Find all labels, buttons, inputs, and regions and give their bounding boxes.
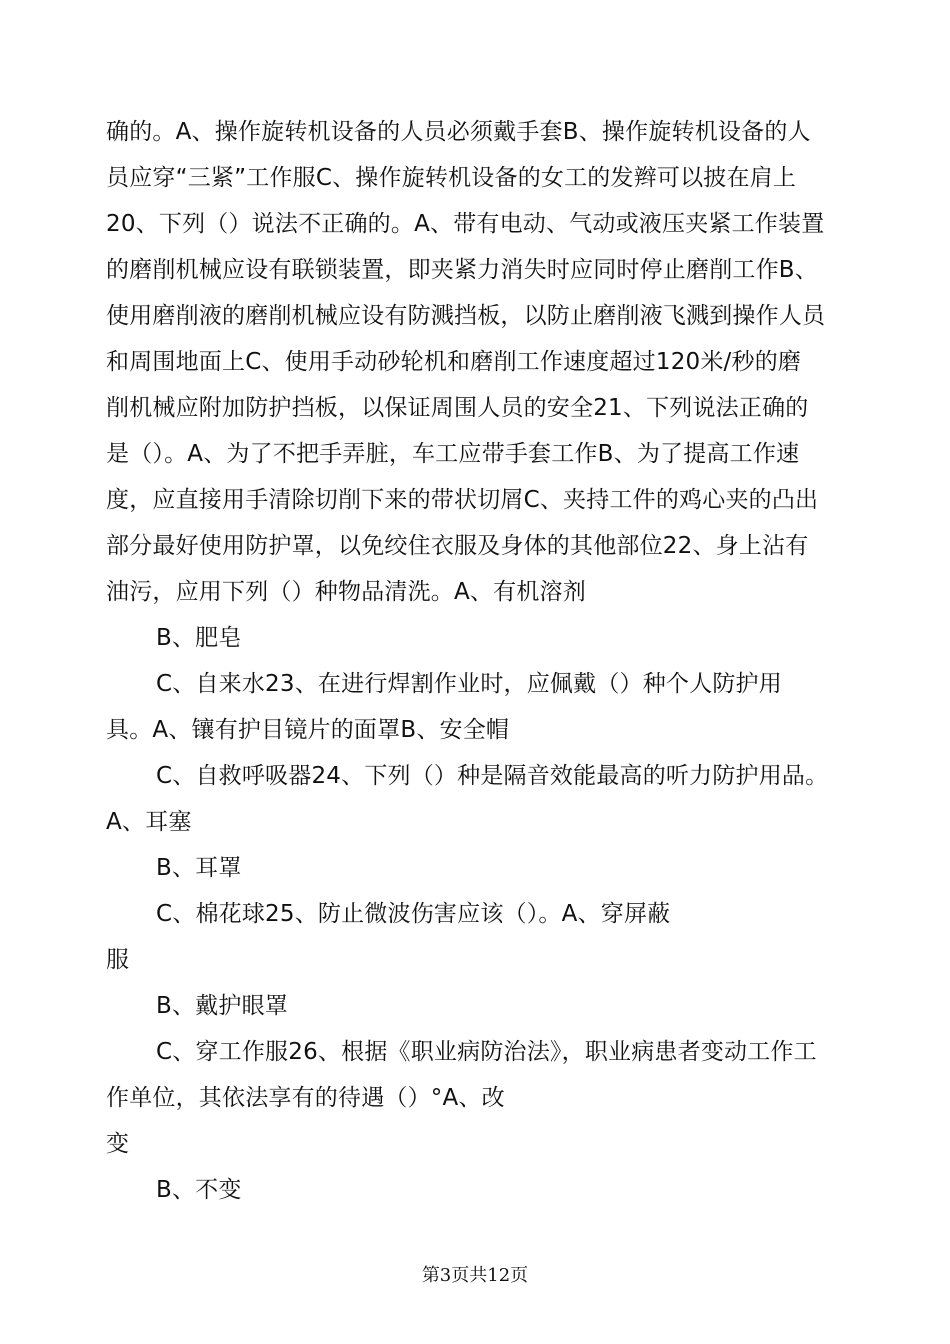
text-line: C、自来水23、在进行焊割作业时，应佩戴（）种个人防护用 [156,671,782,697]
text-line: 削机械应附加防护挡板，以保证周围人员的安全21、下列说法正确的 [106,395,809,421]
text-line: 使用磨削液的磨削机械应设有防溅挡板，以防止磨削液飞溅到操作人员 [106,303,826,329]
text-line: 油污，应用下列（）种物品清洗。A、有机溶剂 [106,579,586,605]
page-number-footer: 第3页共12页 [421,1265,529,1286]
text-line: 作单位，其依法享有的待遇（）°A、改 [106,1085,505,1111]
text-line: C、自救呼吸器24、下列（）种是隔音效能最高的听力防护用品。 [156,763,829,789]
text-line: 20、下列（）说法不正确的。A、带有电动、气动或液压夹紧工作装置 [106,211,825,237]
text-line: 具。A、镶有护目镜片的面罩B、安全帽 [106,717,510,743]
text-line: B、戴护眼罩 [156,993,288,1019]
text-line: 员应穿“三紧”工作服C、操作旋转机设备的女工的发辫可以披在肩上 [106,165,797,191]
text-line: 确的。A、操作旋转机设备的人员必须戴手套B、操作旋转机设备的人 [106,119,811,145]
text-line: 的磨削机械应设有联锁装置，即夹紧力消失时应同时停止磨削工作B、 [106,257,818,283]
text-line: 服 [106,947,130,973]
text-line: 部分最好使用防护罩，以免绞住衣服及身体的其他部位22、身上沾有 [106,533,809,559]
text-line: B、肥皂 [156,625,242,651]
text-line: 是（）。A、为了不把手弄脏，车工应带手套工作B、为了提高工作速 [106,441,800,467]
text-line: 度，应直接用手清除切削下来的带状切屑C、夹持工件的鸡心夹的凸出 [106,487,819,513]
text-line: 变 [106,1131,130,1157]
text-line: 和周围地面上C、使用手动砂轮机和磨削工作速度超过120米/秒的磨 [106,349,802,375]
text-line: B、不变 [156,1177,242,1203]
text-line: B、耳罩 [156,855,242,881]
text-line: C、棉花球25、防止微波伤害应该（）。A、穿屏蔽 [156,901,671,927]
text-line: A、耳塞 [106,809,192,835]
text-line: C、穿工作服26、根据《职业病防治法》，职业病患者变动工作工 [156,1039,817,1065]
